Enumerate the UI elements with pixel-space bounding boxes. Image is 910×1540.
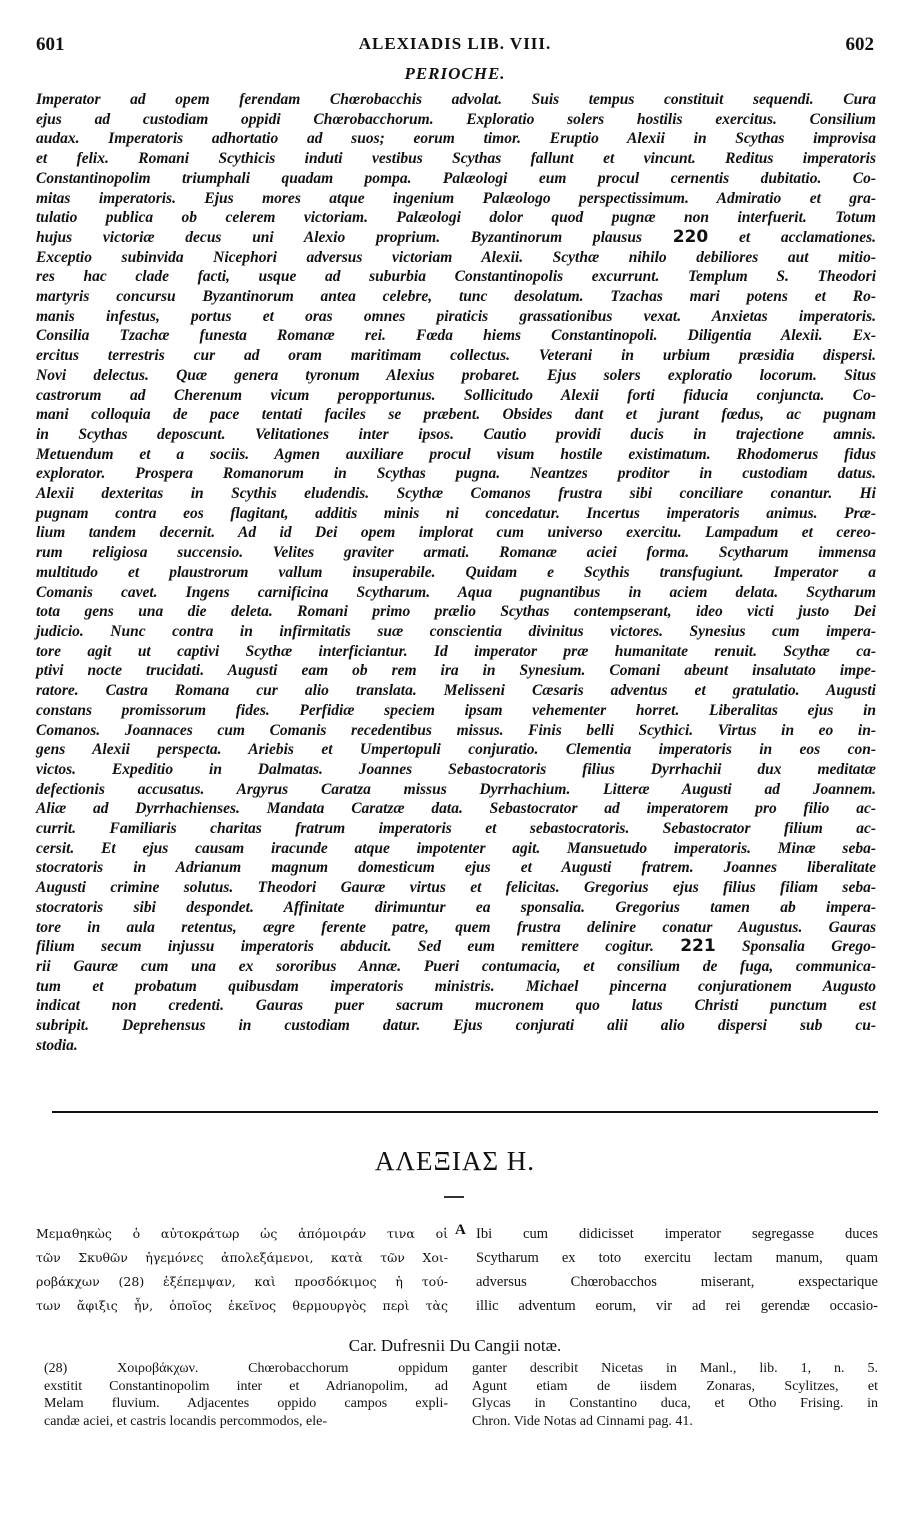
notes-right-column (472, 1360, 878, 1430)
periochae-line-text: Constantinopolim triumphali quadam pompa. Palæologi eum procul cernentis dubitatio. Co- (36, 169, 876, 187)
periochae-line (36, 464, 876, 484)
periochae-line-text: Comanos. Joannaces cum Comanis recedentibus missus. Finis belli Scythici. Virtus in eo in- (36, 721, 876, 739)
periochae-line (36, 267, 876, 287)
periochae-line-text: tota gens una die deleta. Romani primo prælio Scythas contempserant, ideo victi justo Dei (36, 603, 876, 621)
periochae-line-text: defectionis accusatus. Argyrus Caratza missus Dyrrhachium. Litteræ Augusti ad Joannem. (36, 780, 876, 798)
margin-letter: A (455, 1222, 466, 1238)
periochae-line-text: et felix. Romani Scythicis induti vestibus Scythas fallunt et vincunt. Reditus imperatoris (36, 150, 876, 168)
latin-line: Scytharum ex toto exercitu lectam manum, quam (476, 1250, 878, 1266)
periochae-line (36, 90, 876, 110)
periochae-line-text: gens Alexii perspecta. Ariebis et Umpertopuli conjuratio. Clementia imperatoris in eos con- (36, 741, 876, 759)
periochae-text (36, 90, 876, 1055)
periochae-line (36, 918, 876, 938)
periochae-line (36, 622, 876, 642)
periochae-line-text: et acclamationes. (708, 228, 876, 246)
section-divider (52, 1111, 878, 1113)
periochae-line (36, 543, 876, 563)
periochae-line-text: hujus victoriæ decus uni Alexio proprium. Byzantinorum plausus (36, 228, 673, 246)
page-number-left: 601 (36, 34, 65, 55)
periochae-line-text: rum religiosa succensio. Velites graviter armati. Romanæ aciei forma. Scytharum immensa (36, 544, 876, 562)
periochae-line-text: martyris concursu Byzantinorum antea celebre, tunc desolatum. Tzachas mari potens et Ro- (36, 288, 876, 306)
periochae-line (36, 977, 876, 997)
periochae-line-text: tore agit ut captivi Scythæ interficiantur. Id imperator præ humanitate renuit. Scythæ ca- (36, 642, 876, 660)
periochae-line-text: tum et probatum quibusdam imperatoris ministris. Michael pincerna conjurationem Augusto (36, 977, 876, 995)
latin-text-column (476, 1222, 878, 1318)
periochae-line-text: ratore. Castra Romana cur alio translata. Melisseni Cæsaris adventus et gratulatio. Augusti (36, 682, 876, 700)
note-line: Chron. Vide Notas ad Cinnami pag. 41. (472, 1413, 693, 1429)
periochae-line (36, 189, 876, 209)
running-title: ALEXIADIS LIB. VIII. (358, 34, 552, 53)
notes-left-column (44, 1360, 448, 1430)
periochae-line (36, 287, 876, 307)
periochae-line (36, 1036, 876, 1056)
periochae-line (36, 701, 876, 721)
periochae-line-text: stocratoris in Adrianum magnum domesticum ejus et Augusti fratrem. Joannes liberalitate (36, 859, 876, 877)
periochae-line-text: lium tandem decernit. Ad id Dei opem implorat cum universo exercitu. Lampadum et cereo- (36, 524, 876, 542)
periochae-line-text: indicat non credenti. Gauras puer sacrum mucronem quo latus Christi punctum est (36, 997, 876, 1015)
periochae-line-text: constans promissorum fides. Perfidiæ speciem ipsam vehementer horret. Liberalitas ejus in (36, 701, 876, 719)
column-marker-220: 220 (672, 226, 709, 247)
note-line: (28) Χοιροβάκχων. Chœrobacchorum oppidum (44, 1361, 448, 1376)
latin-line: illic adventum eorum, vir ad rei gerendæ occasio- (476, 1298, 878, 1314)
periochae-line-text: ejus ad custodiam oppidi Chœrobacchorum. Exploratio solers hostilis exercitus. Consilium (36, 110, 876, 128)
periochae-line (36, 169, 876, 189)
periochae-line (36, 366, 876, 386)
periochae-line (36, 129, 876, 149)
periochae-line (36, 878, 876, 898)
periochae-line-text: Comanis cavet. Ingens carnificina Scytharum. Aqua pugnantibus in aciem delata. Scytharum (36, 583, 876, 601)
periochae-line-text: subripit. Deprehensus in custodiam datur. Ejus conjurati alii alio dispersi sub cu- (36, 1017, 876, 1035)
note-line: Agunt etiam de iisdem Zonaras, Scylitzes, et (472, 1378, 878, 1394)
periochae-line (36, 307, 876, 327)
periochae-line (36, 405, 876, 425)
periochae-line-text: Metuendum et a sociis. Agmen auxiliare procul visum hostile existimatum. Rhodomerus fidus (36, 445, 876, 463)
running-header (36, 34, 874, 58)
periochae-line-text: multitudo et plaustrorum vallum insuperabile. Quidam e Scythis transfugiunt. Imperator a (36, 563, 876, 581)
latin-line: adversus Chœrobacchos miserant, exspectarique (476, 1274, 878, 1290)
periochae-line-text: ercitus terrestris cur ad oram maritimam collectus. Veterani in urbium præsidia dispersi. (36, 347, 876, 365)
periochae-line (36, 563, 876, 583)
periochae-line-text: pugnam contra eos flagitant, additis minis ni concedatur. Incertus imperatoris animus. Præ- (36, 504, 876, 522)
periochae-line-text: Novi delectus. Quæ genera tyronum Alexius probaret. Ejus solers exploratio locorum. Situs (36, 366, 876, 384)
page-number-right: 602 (845, 34, 874, 55)
periochae-line-text: Sponsalia Grego- (715, 938, 876, 956)
periochae-line (36, 721, 876, 741)
note-line: candæ aciei, et castris locandis percommodos, ele- (44, 1413, 328, 1429)
periochae-line-text: castrorum ad Cherenum vicum peropportunus. Sollicitudo Alexii forti fiducia conjuncta. Co- (36, 386, 876, 404)
periochae-line (36, 760, 876, 780)
ornament-dash (444, 1196, 464, 1198)
periochae-line-text: Augusti crimine solutus. Theodori Gauræ virtus et felicitas. Gregorius ejus filius filiam seba- (36, 879, 876, 897)
periochae-line-text: judicio. Nunc contra in infirmitatis suæ conscientia divinitus victores. Synesius cum impera- (36, 622, 876, 640)
periochae-line (36, 898, 876, 918)
periochae-line (36, 780, 876, 800)
note-line: ganter describit Nicetas in Manl., lib. 1, n. 5. (472, 1361, 878, 1376)
periochae-line (36, 858, 876, 878)
periochae-line-text: mitas imperatoris. Ejus mores atque ingenium Palæologo perspectissimum. Admiratio et gra- (36, 189, 876, 207)
periochae-line (36, 937, 876, 957)
greek-line: Μεμαθηκὼς ὁ αὐτοκράτωρ ὡς ἀπόμοιράν τινα οἱ (36, 1226, 448, 1241)
periochae-line (36, 523, 876, 543)
periochae-line (36, 425, 876, 445)
periochae-line (36, 208, 876, 228)
periochae-line-text: audax. Imperatoris adhortatio ad suos; eorum timor. Eruptio Alexii in Scythas improvisa (36, 130, 876, 148)
notes-heading: Car. Dufresnii Du Cangii notæ. (348, 1336, 562, 1355)
periochae-line-text: victos. Expeditio in Dalmatas. Joannes Sebastocratoris filius Dyrrhachii dux meditatæ (36, 760, 876, 778)
note-line: Glycas in Constantino duca, et Otho Frising. in (472, 1396, 878, 1411)
periochae-line (36, 346, 876, 366)
periochae-line (36, 326, 876, 346)
periochae-line (36, 957, 876, 977)
greek-line: τῶν Σκυθῶν ἡγεμόνες ἀπολεξάμενοι, κατὰ τῶν Χοι- (36, 1250, 448, 1265)
periochae-line-text: res hac clade facti, usque ad suburbia Constantinopolis excurrunt. Templum S. Theodori (36, 268, 876, 286)
periochae-heading: PERIOCHE. (404, 64, 506, 83)
periochae-line-text: ptivi nocte trucidati. Augusti eam ob rem ira in Synesium. Comani abeunt insalutato impe- (36, 662, 876, 680)
periochae-line (36, 996, 876, 1016)
periochae-line-text: Aliæ ad Dyrrhachienses. Mandata Caratzæ data. Sebastocrator ad imperatorem pro filio ac- (36, 800, 876, 818)
periochae-line-text: mani colloquia de pace tentati faciles se præbent. Obsides dant et jurant fœdus, ac pugnam (36, 406, 876, 424)
latin-line: Ibi cum didicisset imperator segregasse duces (476, 1226, 878, 1242)
periochae-line (36, 248, 876, 268)
periochae-line (36, 642, 876, 662)
periochae-line-text: tulatio publica ob celerem victoriam. Palæologi dolor quod pugnæ non interfuerit. Totum (36, 209, 876, 227)
periochae-line (36, 445, 876, 465)
periochae-line (36, 484, 876, 504)
periochae-line-text: currit. Familiaris charitas fratrum imperatoris et sebastocratoris. Sebastocrator filium ac- (36, 820, 876, 838)
periochae-line (36, 504, 876, 524)
periochae-line (36, 839, 876, 859)
periochae-line-text: Exceptio subinvida Nicephori adversus victoriam Alexii. Scythæ nihilo debiliores aut mitio- (36, 248, 876, 266)
periochae-line-text: in Scythas deposcunt. Velitationes inter ipsos. Cautio providi ducis in trajectione amnis. (36, 425, 876, 443)
periochae-line-text: stocratoris sibi despondet. Affinitate dirimuntur ea sponsalia. Gregorius tamen ab impera- (36, 898, 876, 916)
periochae-line-text: filium secum injussu imperatoris abducit. Sed eum remittere cogitur. (36, 938, 681, 956)
periochae-line (36, 583, 876, 603)
periochae-line (36, 1016, 876, 1036)
periochae-line-text: explorator. Prospera Romanorum in Scythas pugna. Neantzes proditor in custodiam datus. (36, 465, 876, 483)
periochae-line-text: rii Gauræ cum una ex sororibus Annæ. Pueri contumacia, et consilium de fuga, communica- (36, 957, 876, 975)
greek-text-column (36, 1222, 448, 1318)
note-line: Melam fluvium. Adjacentes oppido campos expli- (44, 1396, 448, 1411)
periochae-line (36, 740, 876, 760)
periochae-line (36, 799, 876, 819)
book-title: ΑΛΕΞΙΑΣ Η. (374, 1146, 536, 1176)
note-line: exstitit Constantinopolim inter et Adrianopolim, ad (44, 1378, 448, 1394)
periochae-line (36, 110, 876, 130)
column-marker-221: 221 (680, 936, 716, 957)
periochae-line-text: stodia. (36, 1036, 78, 1054)
periochae-line-text: Alexii dexteritas in Scythis eludendis. Scythæ Comanos frustra sibi conciliare conantur. Hi (36, 485, 876, 503)
periochae-line-text: Consilia Tzachæ funesta Romanæ rei. Fœda hiems Constantinopoli. Diligentia Alexii. Ex- (36, 327, 876, 345)
periochae-line (36, 602, 876, 622)
periochae-line (36, 149, 876, 169)
greek-line: ροβάκχων (28) ἐξέπεμψαν, καὶ προσδόκιμος ἡ τού- (36, 1274, 448, 1289)
periochae-line (36, 228, 876, 248)
periochae-line (36, 819, 876, 839)
periochae-line-text: cersit. Et ejus causam iracunde atque impotenter agit. Mansuetudo imperatoris. Minæ seba- (36, 839, 876, 857)
periochae-line-text: manis infestus, portus et oras omnes piraticis grassationibus vexat. Anxietas imperatoris. (36, 307, 876, 325)
greek-line: των ἄφιξις ἦν, ὁποῖος ἐκεῖνος θερμουργὸς περὶ τὰς (36, 1298, 448, 1313)
periochae-line-text: Imperator ad opem ferendam Chœrobacchis advolat. Suis tempus constituit sequendi. Cura (36, 91, 876, 108)
periochae-line (36, 661, 876, 681)
periochae-line (36, 386, 876, 406)
periochae-line-text: tore in aula retentus, ægre ferente patre, quem frustra delinire conatur Augustus. Gauras (36, 918, 876, 936)
periochae-line (36, 681, 876, 701)
